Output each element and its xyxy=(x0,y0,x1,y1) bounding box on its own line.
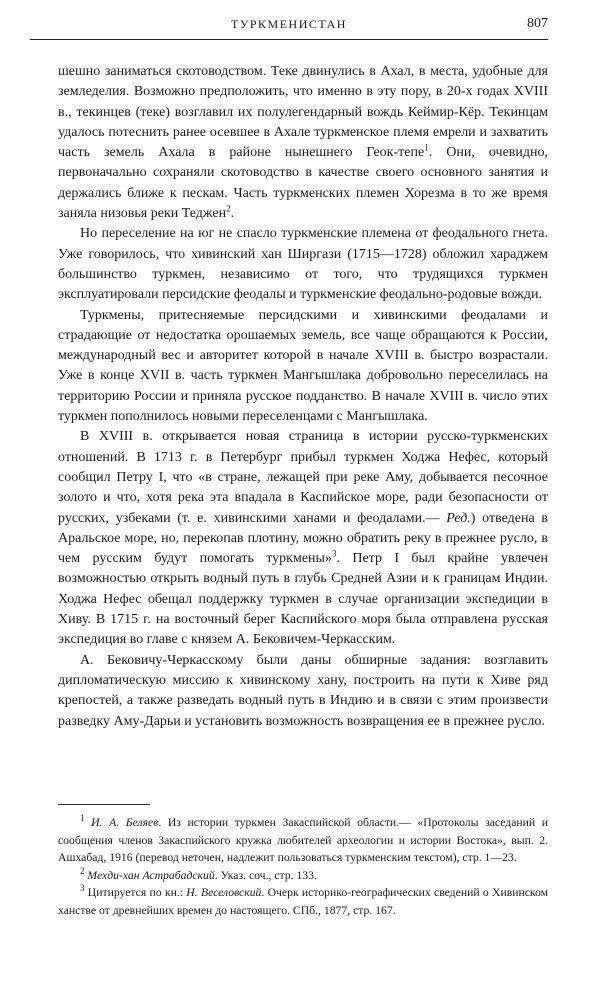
footnote-ref-2: 2 xyxy=(226,203,231,214)
footnote-1 xyxy=(58,814,548,867)
paragraph-1-text-a: шешно заниматься скотоводством. Теке двинулись в Ахал, в места, удобные для земледелия. Возможно предположить, что именно в эту пору, в 20-х годах XVIII в., текинцев (теке) возглавил их полулегендарный вождь Кеймир-Кёр. Текинцам удалось потеснить ранее осевшее в Ахале туркменское племя емрели и захватить часть земель Ахала в районе нынешнего Геок-тепе xyxy=(58,64,548,161)
footnotes xyxy=(58,814,548,920)
page-number: 807 xyxy=(527,16,548,31)
footnote-3-text-b: . Очерк историко-географических сведений о Хивинском ханстве от древнейших времен до настоящего. СПб., 1877, стр. 167. xyxy=(58,886,549,917)
footnote-3-author: Н. Веселовский xyxy=(186,886,262,900)
paragraph-4 xyxy=(58,427,548,650)
footnote-3 xyxy=(58,884,548,919)
main-text xyxy=(58,62,548,732)
footnote-ref-3: 3 xyxy=(331,548,337,559)
footnote-3-marker: 3 xyxy=(80,883,85,894)
footnote-1-author: И. А. Беляев xyxy=(91,816,159,829)
paragraph-1-text-b: . Они, очевидно, первоначально сохраняли скотоводство в качестве своего основного занятия и держались ближе к пескам. Часть туркменских племен Хорезма в то же время заняла низовья реки Теджен xyxy=(58,145,548,222)
footnote-2 xyxy=(58,867,548,885)
paragraph-4-text-c: . Петр I был крайне увлечен возможностью открыть водный путь в глубь Средней Азии и к границам Индии. Ходжа Нефес обещал поддержку туркмен в случае организации экспедиции в Хиву. В 1715 г. на восточный берег Каспийского моря была отправлена русская экспедиция во главе с князем А. Бековичем-Черкасским. xyxy=(58,551,548,648)
paragraph-4-text-b: ) отведена в Аральское море, но, перекопав плотину, можно обратить реку в прежнее русло, в чем русским будут помогать туркмены» xyxy=(58,510,548,567)
running-title: ТУРКМЕНИСТАН xyxy=(231,17,347,31)
paragraph-2: Но переселение на юг не спасло туркменские племена от феодального гнета. Уже говорилось, что хивинский хан Ширгази (1715—1728) обложил хараджем большинство туркмен, независимо от того, что трудящихся туркмен эксплуатировали персидские феодалы и туркменские феодально-родовые вожди. xyxy=(58,226,548,303)
paragraph-1-text-c: . xyxy=(230,206,235,222)
footnote-divider xyxy=(58,804,150,805)
footnote-2-marker: 2 xyxy=(80,865,85,876)
footnote-2-text: . Указ. соч., стр. 133. xyxy=(214,868,317,882)
paragraph-3: Туркмены, притесняемые персидскими и хивинскими феодалами и страдающие от недостатка орошаемых земель, все чаще обращаются к России, международный вес и авторитет которой в начале XVIII в. быстро возрастали. Уже в конце XVII в. часть туркмен Мангышлака добровольно переселилась на территорию России и приняла русское подданство. В начале XVIII в. число этих туркмен пополнилось новыми переселенцами с Мангышлака. xyxy=(58,307,548,425)
footnote-2-author: Мехди-хан Астрабадский xyxy=(87,868,215,882)
footnote-1-text: . Из истории туркмен Закаспийской области.— «Протоколы заседаний и сообщения членов Закаспийского кружка любителей археологии и истории Востока», вып. 2. Ашхабад, 1916 (перевод неточен, надлежит пользоваться туркменским текстом), стр. 1—23. xyxy=(58,816,548,865)
footnote-ref-1: 1 xyxy=(424,142,429,153)
running-header xyxy=(30,13,548,40)
paragraph-1 xyxy=(58,62,548,224)
editor-note: Ред. xyxy=(446,510,471,526)
footnote-3-text-a: Цитируется по кн.: xyxy=(87,886,187,900)
paragraph-5: А. Бековичу-Черкасскому были даны обширные задания: возглавить дипломатическую миссию к хивинскому хану, построить на пути к Хиве ряд крепостей, а также разведать водный путь в Индию и в связи с этим произвести разведку Аму-Дарьи и установить возможность возвращения ее в прежнее русло. xyxy=(58,652,548,729)
footnote-1-marker: 1 xyxy=(80,813,85,824)
paragraph-4-text-a: В XVIII в. открывается новая страница в истории русско-туркменских отношений. В 1713 г. в Петербург прибыл туркмен Ходжа Нефес, который сообщил Петру I, что «в стране, лежащей при реке Аму, добывается песочное золото и что, хотя река эта впадала в Каспийское море, ради безопасности от русских, узбеками (т. е. хивинскими ханами и феодалами.— xyxy=(58,429,548,526)
